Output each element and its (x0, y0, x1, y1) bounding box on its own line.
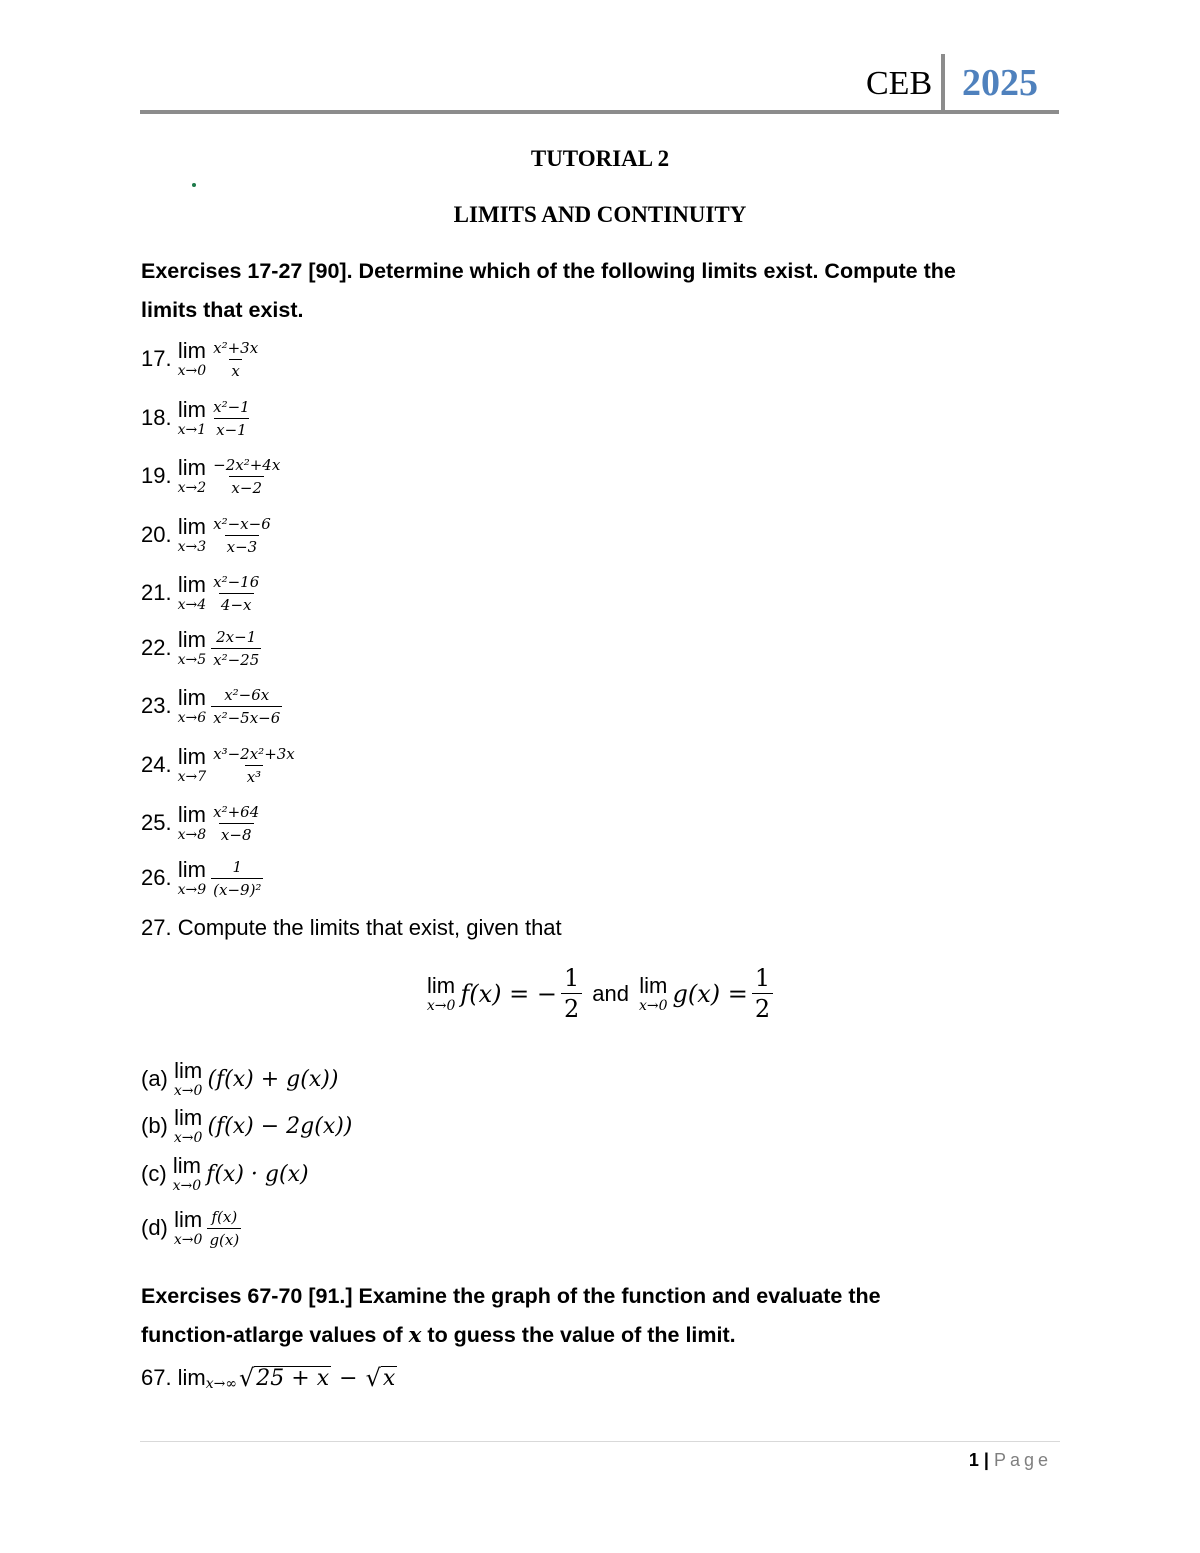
fraction (211, 456, 282, 497)
denominator: x−2 (229, 476, 264, 497)
ex27-part-d: (d) lim x→0 $\frac{f(x)}{g(x)}$ (141, 1207, 240, 1249)
sqrt-1: √ 25 + x (239, 1364, 330, 1392)
exercise-item (141, 507, 273, 563)
fraction (211, 339, 260, 380)
exercise-item (141, 565, 261, 621)
ex27-part (141, 1103, 352, 1149)
limit-operator: lim x→3 (177, 514, 207, 555)
denominator: x (229, 359, 241, 380)
page-title: TUTORIAL 2 (530, 146, 670, 171)
ex27-part (141, 1151, 309, 1197)
limit-operator: lim x→0 (172, 1153, 202, 1194)
fraction (211, 398, 252, 439)
exercise-item (141, 448, 282, 504)
limit-operator: lim x→6 (177, 685, 207, 726)
ex27-part (141, 1056, 338, 1102)
given-statement (0, 964, 1200, 1023)
part-expression: (f(x) − 2g(x)) (207, 1113, 353, 1139)
exercise-item (141, 737, 297, 793)
exercise-item (141, 331, 260, 387)
limit-operator: lim x→0 (177, 338, 207, 379)
limit-operator: lim x→7 (177, 744, 207, 785)
given-f-frac: $\frac{1}{2}$ (561, 964, 582, 1023)
numerator: x²+3x (213, 338, 259, 357)
limit-operator: lim x→0 (173, 1058, 203, 1099)
limit-operator: lim x→8 (177, 802, 207, 843)
limit-operator: lim x→2 (177, 455, 207, 496)
section1-line1: Exercises 17-27 [90]. Determine which of the following limits exist. Compute the (141, 259, 956, 283)
numerator: x²−x−6 (213, 514, 271, 533)
fraction (211, 745, 297, 786)
limit-operator: lim x→0 (173, 1105, 203, 1146)
limit-operator: lim x→9 (177, 857, 207, 898)
denominator: x−1 (214, 418, 249, 439)
denominator: (x−9)² (211, 878, 263, 899)
exercise-item (141, 850, 263, 906)
fraction (211, 573, 261, 614)
fraction (211, 803, 261, 844)
part-label: (a) (141, 1066, 168, 1091)
decorative-dot (192, 183, 196, 187)
footer-rule (140, 1441, 1060, 1442)
exercise-number: 23. (141, 693, 172, 718)
part-expression: (f(x) + g(x)) (207, 1066, 339, 1092)
exercise-number: 26. (141, 865, 172, 890)
header-year: 2025 (962, 62, 1038, 104)
numerator: x²−16 (213, 572, 260, 591)
numerator: x²+64 (213, 802, 260, 821)
part-expression: f(x) · g(x) (206, 1161, 309, 1187)
fraction (211, 628, 261, 669)
page-subtitle: LIMITS AND CONTINUITY (453, 202, 747, 227)
numerator: x²−1 (213, 397, 250, 416)
exercise-number: 18. (141, 405, 172, 430)
denominator: 4−x (219, 593, 254, 614)
exercise-item (141, 795, 261, 851)
header-divider (941, 54, 945, 112)
sqrt-2: √ x (365, 1364, 396, 1392)
section2-line2: function-atlarge values of x to guess the value of the limit. (141, 1323, 736, 1348)
exercise-number: 17. (141, 346, 172, 371)
numerator: 2x−1 (216, 627, 257, 646)
exercise-item (141, 678, 282, 734)
given-lim-g: lim x→0 (638, 972, 668, 1014)
section1-line2: limits that exist. (141, 298, 304, 322)
fraction (211, 686, 282, 727)
exercise-item (141, 390, 252, 446)
given-g-frac: $\frac{1}{2}$ (752, 964, 773, 1023)
page-footer: 1 | Page (968, 1450, 1052, 1470)
numerator: x³−2x²+3x (213, 744, 295, 763)
ex27-text: 27. Compute the limits that exist, given that (141, 915, 562, 940)
limit-operator: lim x→1 (177, 397, 207, 438)
part-label: (c) (141, 1161, 167, 1186)
exercise-number: 22. (141, 635, 172, 660)
numerator: −2x²+4x (213, 455, 281, 474)
exercise-number: 19. (141, 463, 172, 488)
exercise-number: 20. (141, 522, 172, 547)
given-lim-f: lim x→0 (426, 972, 456, 1014)
exercise-number: 21. (141, 580, 172, 605)
given-f-expr: f(x) = − (460, 979, 557, 1008)
denominator: x−3 (225, 535, 260, 556)
header-rule (140, 110, 1059, 114)
header-org: CEB (866, 65, 933, 102)
ex67: 67. lim x→∞ √ 25 + x − √ x (141, 1364, 396, 1392)
numerator: x²−6x (224, 685, 270, 704)
fraction (211, 858, 263, 899)
denominator: x³ (245, 765, 263, 786)
limit-operator: lim x→4 (177, 572, 207, 613)
exercise-item (141, 620, 261, 676)
denominator: x²−5x−6 (211, 706, 282, 727)
given-and: and (592, 980, 629, 1006)
exercise-number: 24. (141, 752, 172, 777)
numerator: 1 (232, 857, 243, 876)
limit-operator: lim x→5 (177, 627, 207, 668)
section2-line1: Exercises 67-70 [91.] Examine the graph of the function and evaluate the (141, 1284, 881, 1308)
page-number: 1 (968, 1450, 979, 1470)
exercise-number: 25. (141, 810, 172, 835)
denominator: x−8 (219, 823, 254, 844)
part-label: (b) (141, 1113, 168, 1138)
denominator: x²−25 (211, 648, 261, 669)
given-g-expr: g(x) = (672, 979, 748, 1008)
fraction (211, 515, 273, 556)
